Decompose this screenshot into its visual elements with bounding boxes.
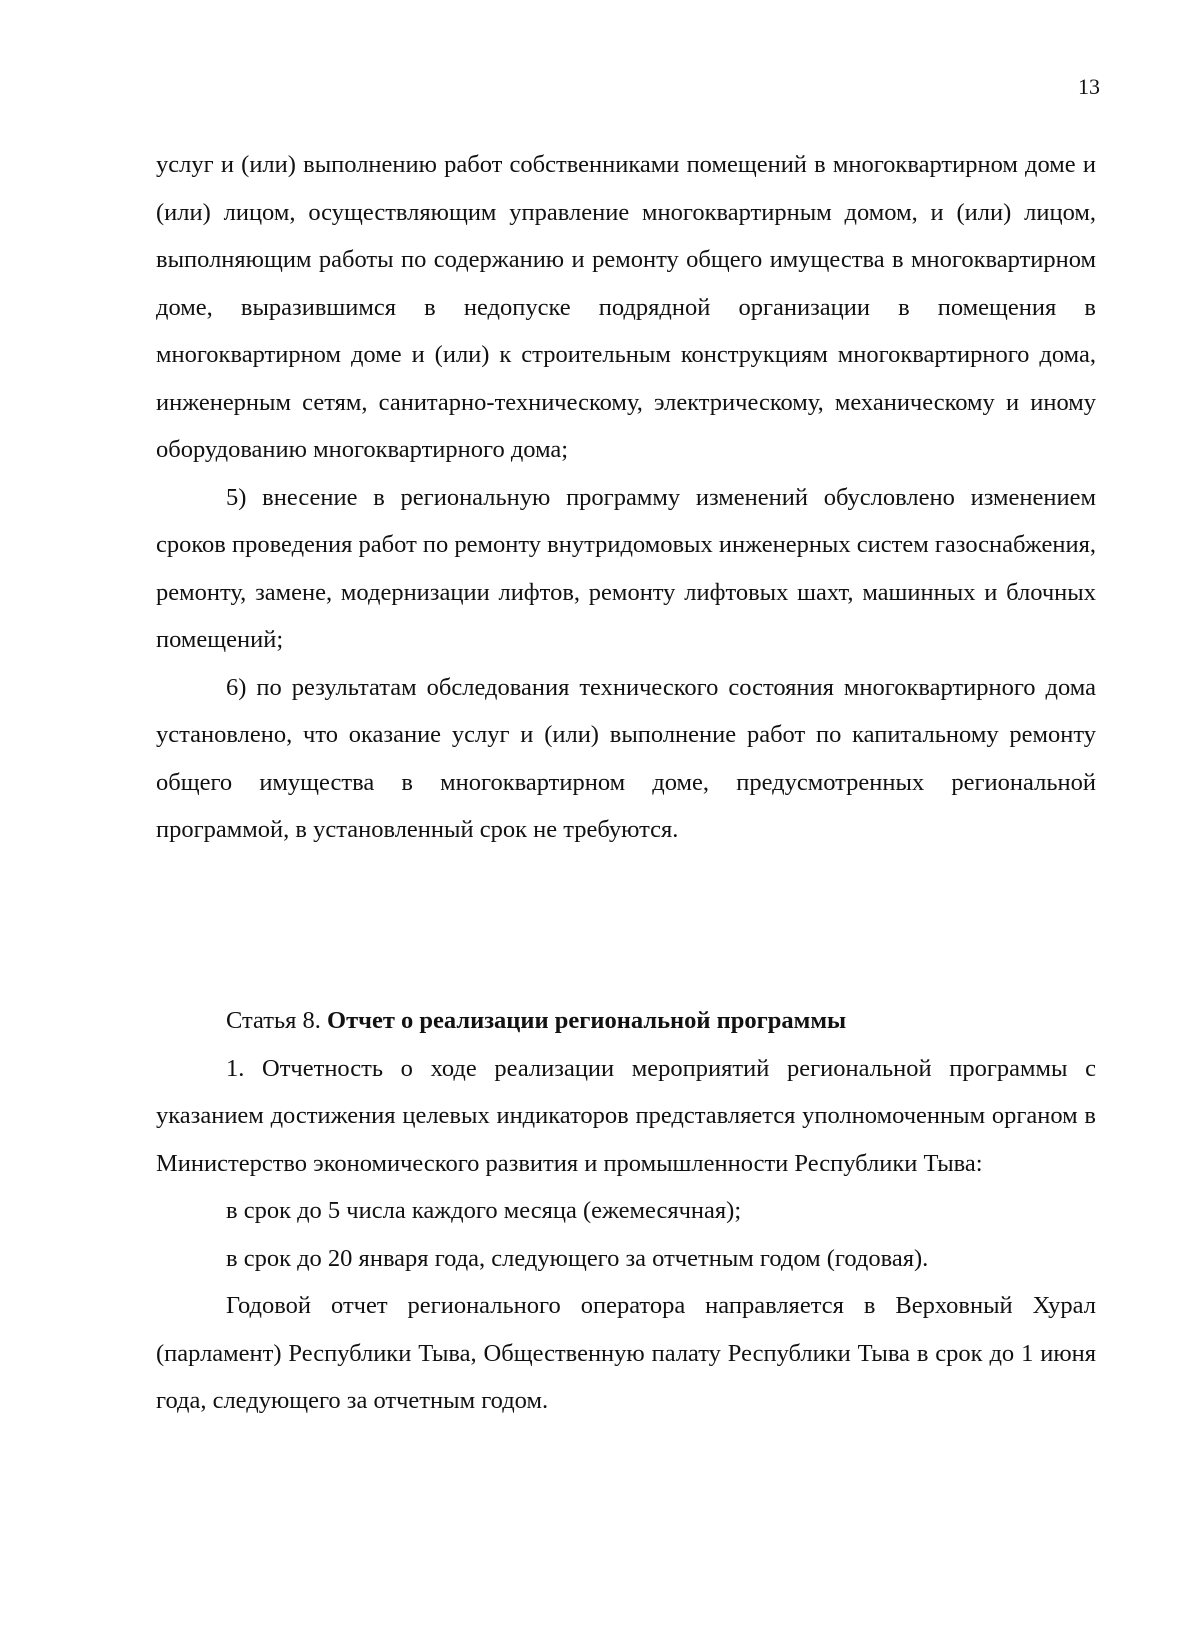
- text-section-top: [156, 141, 1096, 854]
- deadline-annual: в срок до 20 января года, следующего за отчетным годом (годовая).: [226, 1244, 929, 1272]
- article-point-1: 1. Отчетность о ходе реализации мероприятий региональной программы с указанием достижения целевых индикаторов представляется уполномоченным органом в Министерство экономического развития и промышленности Республики Тыва:: [156, 1054, 1096, 1177]
- paragraph-continued: услуг и (или) выполнению работ собственниками помещений в многоквартирном доме и (или) лицом, осуществляющим управление многоквартирным домом, и (или) лицом, выполняющим работы по содержанию и ремонту общего имущества в многоквартирном доме, выразившимся в недопуске подрядной организации в помещения в многоквартирном доме и (или) к строительным конструкциям многоквартирного дома, инженерным сетям, санитарно-техническому, электрическому, механическому и иному оборудованию многоквартирного дома;: [156, 151, 1096, 463]
- article-prefix: Статья 8.: [226, 1007, 328, 1034]
- deadline-monthly: в срок до 5 числа каждого месяца (ежемесячная);: [226, 1197, 742, 1224]
- list-item-6: 6) по результатам обследования технического состояния многоквартирного дома установлено, что оказание услуг и (или) выполнение работ по капитальному ремонту общего имущества в многоквартирном доме, предусмотренных региональной программой, в установленный срок не требуются.: [156, 673, 1096, 843]
- list-item-5: 5) внесение в региональную программу изменений обусловлено изменением сроков проведения работ по ремонту внутридомовых инженерных систем газоснабжения, ремонту, замене, модернизации лифтов, ремонту лифтовых шахт, машинных и блочных помещений;: [156, 483, 1096, 653]
- article-heading: [156, 997, 1096, 1045]
- article-8-section: [156, 997, 1096, 1425]
- article-title: Отчет о реализации региональной программы: [327, 1007, 847, 1034]
- page-number: 13: [1078, 74, 1100, 99]
- annual-report-paragraph: Годовой отчет регионального оператора направляется в Верховный Хурал (парламент) Республики Тыва, Общественную палату Республики Тыва в срок до 1 июня года, следующего за отчетным годом.: [156, 1292, 1096, 1414]
